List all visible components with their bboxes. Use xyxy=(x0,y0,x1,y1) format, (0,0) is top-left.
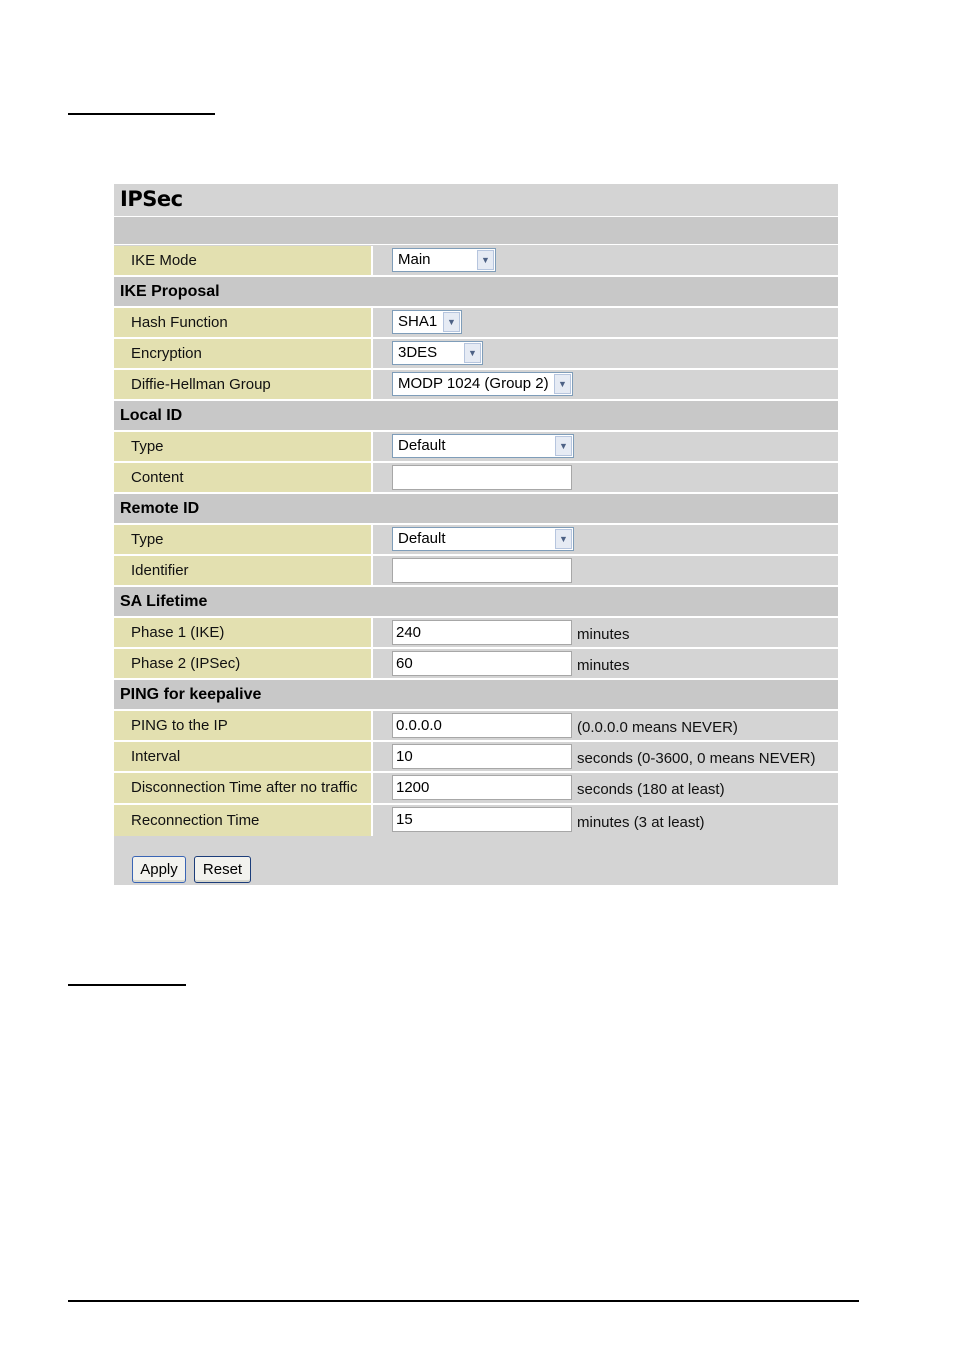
remote-id-type-selected: Default xyxy=(398,530,446,547)
local-id-type-selected: Default xyxy=(398,437,446,454)
section-sa-lifetime: SA Lifetime xyxy=(114,587,838,618)
reconnect-value-cell xyxy=(375,805,838,836)
disconnect-hint: seconds (180 at least) xyxy=(577,781,725,798)
ike-mode-selected: Main xyxy=(398,251,431,268)
remote-id-identifier-row xyxy=(114,556,838,587)
interval-row xyxy=(114,742,838,773)
button-bar xyxy=(114,836,838,885)
phase1-value-cell xyxy=(375,618,838,647)
phase1-row xyxy=(114,618,838,649)
apply-button[interactable]: Apply xyxy=(132,856,186,883)
hash-function-row xyxy=(114,308,838,339)
local-id-type-value-cell xyxy=(375,432,838,461)
remote-id-identifier-label: Identifier xyxy=(114,556,373,585)
chevron-down-icon[interactable]: ▼ xyxy=(464,343,481,363)
ipsec-panel xyxy=(114,184,838,885)
hash-function-selected: SHA1 xyxy=(398,313,438,330)
encryption-row xyxy=(114,339,838,370)
disconnect-input[interactable]: 1200 xyxy=(392,775,572,800)
section-local-id: Local ID xyxy=(114,401,838,432)
ping-ip-value-cell xyxy=(375,711,838,740)
chevron-down-icon[interactable]: ▼ xyxy=(555,529,572,549)
disconnect-value-cell xyxy=(375,773,838,803)
encryption-select[interactable] xyxy=(392,341,483,365)
dh-group-value-cell xyxy=(375,370,838,399)
local-id-content-input[interactable] xyxy=(392,465,572,490)
encryption-label: Encryption xyxy=(114,339,373,368)
local-id-type-label: Type xyxy=(114,432,373,461)
remote-id-type-label: Type xyxy=(114,525,373,554)
dh-group-selected: MODP 1024 (Group 2) xyxy=(398,375,549,392)
ike-mode-value-cell xyxy=(375,246,838,275)
phase2-row xyxy=(114,649,838,680)
reconnect-hint: minutes (3 at least) xyxy=(577,814,705,831)
disconnect-label: Disconnection Time after no traffic xyxy=(114,773,373,803)
ike-mode-row xyxy=(114,246,838,277)
ping-ip-row xyxy=(114,711,838,742)
phase1-input[interactable]: 240 xyxy=(392,620,572,645)
phase2-unit: minutes xyxy=(577,657,630,674)
document-subheading-underline xyxy=(68,984,186,986)
phase2-input[interactable]: 60 xyxy=(392,651,572,676)
page-footer-rule xyxy=(68,1300,859,1302)
section-ike-proposal: IKE Proposal xyxy=(114,277,838,308)
dh-group-row xyxy=(114,370,838,401)
section-ping-keepalive: PING for keepalive xyxy=(114,680,838,711)
remote-id-identifier-value-cell xyxy=(375,556,838,585)
reconnect-label: Reconnection Time xyxy=(114,805,373,836)
section-remote-id: Remote ID xyxy=(114,494,838,525)
interval-label: Interval xyxy=(114,742,373,771)
encryption-value-cell xyxy=(375,339,838,368)
local-id-type-select[interactable] xyxy=(392,434,574,458)
hash-function-select[interactable] xyxy=(392,310,462,334)
dh-group-select[interactable] xyxy=(392,372,573,396)
ike-mode-select[interactable] xyxy=(392,248,496,272)
ike-mode-label: IKE Mode xyxy=(114,246,373,275)
hash-function-value-cell xyxy=(375,308,838,337)
reset-button[interactable]: Reset xyxy=(194,856,251,883)
ping-ip-label: PING to the IP xyxy=(114,711,373,740)
interval-value-cell xyxy=(375,742,838,771)
local-id-content-label: Content xyxy=(114,463,373,492)
local-id-type-row xyxy=(114,432,838,463)
local-id-content-row xyxy=(114,463,838,494)
reconnect-row xyxy=(114,805,838,836)
remote-id-type-value-cell xyxy=(375,525,838,554)
disconnect-row xyxy=(114,773,838,805)
phase1-unit: minutes xyxy=(577,626,630,643)
phase2-value-cell xyxy=(375,649,838,678)
dh-group-label: Diffie-Hellman Group xyxy=(114,370,373,399)
interval-hint: seconds (0-3600, 0 means NEVER) xyxy=(577,750,816,767)
document-heading-underline xyxy=(68,113,215,115)
remote-id-type-select[interactable] xyxy=(392,527,574,551)
panel-header-band xyxy=(114,216,838,245)
ping-ip-hint: (0.0.0.0 means NEVER) xyxy=(577,719,738,736)
remote-id-type-row xyxy=(114,525,838,556)
chevron-down-icon[interactable]: ▼ xyxy=(477,250,494,270)
hash-function-label: Hash Function xyxy=(114,308,373,337)
ping-ip-input[interactable]: 0.0.0.0 xyxy=(392,713,572,738)
remote-id-identifier-input[interactable] xyxy=(392,558,572,583)
phase2-label: Phase 2 (IPSec) xyxy=(114,649,373,678)
panel-title: IPSec xyxy=(120,187,183,211)
reconnect-input[interactable]: 15 xyxy=(392,807,572,832)
chevron-down-icon[interactable]: ▼ xyxy=(554,374,571,394)
interval-input[interactable]: 10 xyxy=(392,744,572,769)
phase1-label: Phase 1 (IKE) xyxy=(114,618,373,647)
encryption-selected: 3DES xyxy=(398,344,438,361)
chevron-down-icon[interactable]: ▼ xyxy=(555,436,572,456)
chevron-down-icon[interactable]: ▼ xyxy=(443,312,460,332)
local-id-content-value-cell xyxy=(375,463,838,492)
